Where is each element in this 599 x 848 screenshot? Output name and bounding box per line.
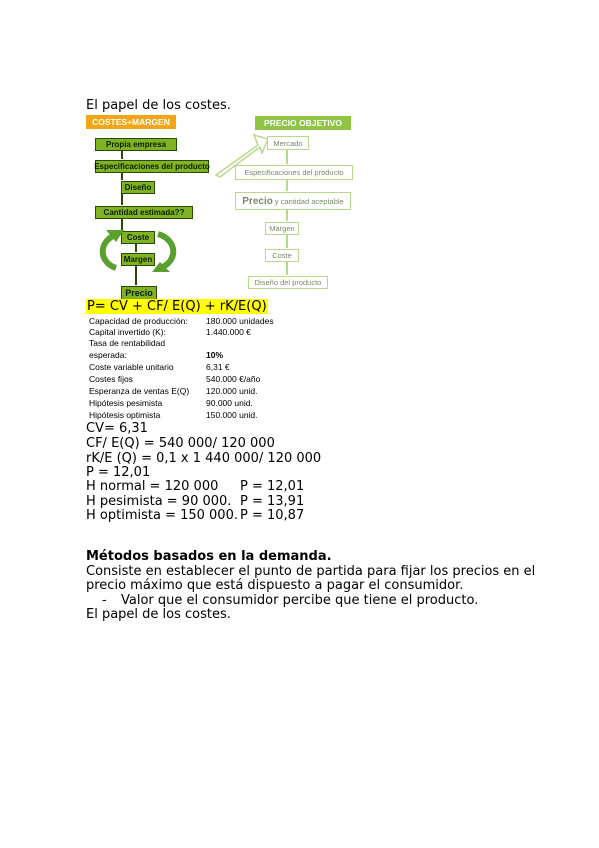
param-value: 120.000 unid. <box>206 386 258 396</box>
paragraph-line: precio máximo que está dispuesto a pagar el consumidor. <box>86 578 464 593</box>
param-label: Hipótesis optimista <box>89 410 161 420</box>
flow-box-propia-empresa: Propia empresa <box>95 138 177 151</box>
param-label: esperada: <box>89 350 127 360</box>
flow-box-precio: Precio <box>121 286 157 300</box>
param-value: 540.000 €/año <box>206 374 261 384</box>
hypothesis-label: H pesimista = 90 000. <box>86 494 232 509</box>
flow-box-especificaciones-right: Especificaciones del producto <box>235 165 353 180</box>
calc-line: CF/ E(Q) = 540 000/ 120 000 <box>86 436 275 451</box>
flow-box-coste-right: Coste <box>265 249 299 262</box>
costs-margin-header: COSTES+MARGEN <box>86 115 176 129</box>
flow-box-diseno-producto: Diseño del producto <box>248 276 328 289</box>
flow-box-coste: Coste <box>121 231 155 244</box>
heading-bottom: El papel de los costes. <box>86 607 231 622</box>
param-label: Capital invertido (K): <box>89 327 167 337</box>
flow-arrow <box>286 149 288 164</box>
flow-box-margen: Margen <box>121 253 155 266</box>
param-label: Capacidad de producción: <box>89 316 188 326</box>
param-label: Tasa de rentabilidad <box>89 338 166 348</box>
hypothesis-price: P = 12,01 <box>240 479 305 494</box>
param-value: 6,31 € <box>206 362 230 372</box>
flow-arrow <box>286 261 288 275</box>
hypothesis-label: H normal = 120 000 <box>86 479 219 494</box>
cycle-arrows-icon <box>92 226 184 276</box>
param-label: Costes fijos <box>89 374 133 384</box>
price-rest: y cantidad aceptable <box>272 196 344 206</box>
bullet-text: Valor que el consumidor percibe que tiene el producto. <box>121 593 479 608</box>
calc-line: CV= 6,31 <box>86 421 148 436</box>
flow-arrow <box>121 150 123 159</box>
param-label: Esperanza de ventas E(Q) <box>89 386 190 396</box>
hypothesis-price: P = 10,87 <box>240 508 305 523</box>
flow-box-especificaciones: Especificaciones del producto <box>94 162 210 171</box>
param-value: 1.440.000 € <box>206 327 251 337</box>
param-value: 90.000 unid. <box>206 398 253 408</box>
hypothesis-price: P = 13,91 <box>240 494 305 509</box>
flow-box-margen-right: Margen <box>265 222 299 235</box>
param-label: Coste variable unitario <box>89 362 174 372</box>
param-value: 180.000 unidades <box>206 316 274 326</box>
calc-line: P = 12,01 <box>86 465 151 480</box>
hypothesis-label: H optimista = 150 000. <box>86 508 238 523</box>
bullet-dash: - <box>102 593 107 608</box>
target-price-header: PRECIO OBJETIVO <box>255 116 351 130</box>
flow-arrow <box>286 209 288 221</box>
flow-box-cantidad: Cantidad estimada?? <box>95 206 193 219</box>
price-formula: P= CV + CF/ E(Q) + rK/E(Q) <box>87 299 267 314</box>
flow-box-mercado: Mercado <box>267 136 309 150</box>
flow-arrow <box>286 179 288 191</box>
price-word: Precio <box>242 195 273 207</box>
flow-box-diseno: Diseño <box>121 181 155 194</box>
section-title: Métodos basados en la demanda. <box>86 549 332 564</box>
paragraph-line: Consiste en establecer el punto de partida para fijar los precios en el <box>86 564 536 579</box>
flow-box-precio-cantidad <box>235 192 351 210</box>
heading-top: El papel de los costes. <box>86 98 231 113</box>
flow-arrow <box>286 234 288 248</box>
param-label: Hipótesis pesimista <box>89 398 163 408</box>
calc-line: rK/E (Q) = 0,1 x 1 440 000/ 120 000 <box>86 451 322 466</box>
flow-arrow <box>121 172 123 180</box>
param-value: 150.000 unid. <box>206 410 258 420</box>
param-value: 10% <box>206 350 224 360</box>
flow-arrow <box>121 193 123 205</box>
